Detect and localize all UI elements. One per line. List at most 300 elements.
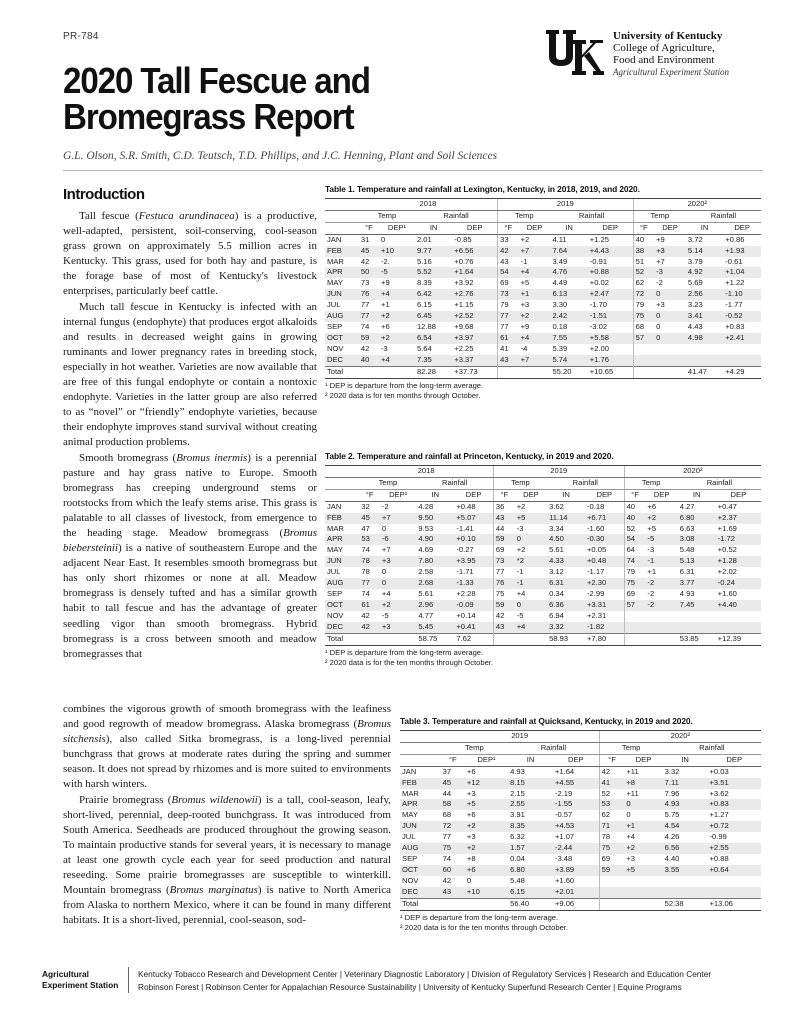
table-cell: 58.93 — [547, 633, 585, 645]
table-row — [325, 300, 761, 311]
table-cell: 5.52 — [415, 267, 452, 278]
row-label: Total — [325, 366, 359, 378]
table-cell: 4.40 — [664, 853, 680, 863]
table-cell: +3.31 — [585, 600, 624, 611]
table-cell: +2.28 — [456, 588, 476, 598]
table-cell: 58.75 — [416, 633, 454, 645]
corner-cell — [400, 742, 441, 754]
row-label: OCT — [400, 865, 441, 876]
table-cell — [359, 633, 380, 645]
table-cell: 4.54 — [663, 821, 708, 832]
corner-cell — [325, 477, 359, 489]
table-cell: 0 — [466, 875, 472, 885]
table-cell: 5.39 — [552, 343, 568, 353]
row-label: MAY — [327, 545, 343, 555]
table-cell: 6.36 — [547, 600, 585, 611]
year-header: 2020² — [624, 466, 761, 478]
table-cell: 42 — [493, 611, 514, 622]
table-cell: 59 — [599, 865, 624, 876]
table-cell: 3.32 — [664, 766, 680, 776]
table-cell: +0.10 — [454, 534, 493, 545]
temp-group-header: Temp — [633, 210, 686, 222]
table-cell: 33 — [498, 234, 519, 245]
table-cell: 59 — [359, 333, 379, 344]
table-cell — [519, 366, 551, 378]
table-cell: 7.35 — [415, 355, 452, 366]
table-cell: 4.50 — [547, 534, 585, 545]
table-cell: 3.72 — [687, 234, 703, 244]
table-cell: +0.88 — [709, 853, 729, 863]
year-header: 2018 — [359, 199, 498, 211]
table-cell: +4 — [379, 289, 415, 300]
table-cell: -5 — [379, 267, 415, 278]
table-cell: 4.93 — [663, 799, 708, 810]
table-cell: -0.99 — [709, 832, 727, 842]
unit-dep-header: DEP — [716, 489, 761, 501]
corner-cell — [325, 199, 359, 211]
table-row — [400, 865, 761, 876]
table-cell: +2 — [516, 545, 526, 555]
table-cell: +0.64 — [707, 865, 761, 876]
unit-dep-header: DEP — [519, 222, 551, 234]
table-cell: 41 — [599, 778, 624, 789]
table-cell: 68 — [633, 322, 654, 333]
table-row — [400, 778, 761, 789]
unit-in-header: IN — [663, 754, 708, 766]
table-row — [325, 501, 761, 512]
table-row — [325, 524, 761, 535]
row-label: JAN — [327, 234, 342, 244]
intro-paragraph-3: Smooth bromegrass (Bromus inermis) is a perennial pasture and hay grass native to Europe. Smooth bromegrass has creeping underground stems or rootstocks from which the leafy stems arise. This grass is palatable to all classes of livestock, from emergence to the heading stage. Meadow bromegrass (Bromus biebersteinii) is a native of southeastern Europe and the adjacent Near East. It resembles smooth bromegrass but has only short rhizomes or none at all. Meadow bromegrass is densely tufted and has a similar growth habit to tall fescue and has the advantage of greater seedling vigor than smooth bromegrass. Hybrid bromegrass is a cross between smooth and meadow bromegrasses that — [63, 451, 317, 660]
year-header: 2020² — [599, 731, 761, 743]
table-cell: 0 — [626, 810, 631, 820]
table-cell: +3 — [656, 300, 665, 310]
table-cell: 5.61 — [418, 588, 434, 598]
table-cell: 60 — [441, 865, 465, 876]
table-cell: +0.86 — [725, 234, 745, 244]
table-cell — [633, 355, 654, 366]
table-cell: +0.52 — [717, 545, 737, 555]
table-cell — [645, 611, 677, 622]
table-row — [325, 633, 761, 645]
table-cell: +6.71 — [585, 513, 624, 524]
year-header: 2019 — [441, 731, 599, 743]
table-cell: +3.37 — [452, 355, 497, 366]
table-cell: 82.28 — [415, 366, 452, 378]
table-cell: +0.88 — [588, 267, 633, 278]
table-cell: 54 — [624, 534, 645, 545]
row-label: JUN — [325, 556, 359, 567]
table-cell: 0 — [656, 321, 661, 331]
table-cell: +6.56 — [452, 246, 497, 257]
table-cell: 61 — [498, 333, 519, 344]
table-cell: +2.25 — [454, 343, 474, 353]
unit-f-header: °F — [624, 489, 645, 501]
table-cell: 0 — [381, 234, 386, 244]
row-label: MAY — [402, 810, 418, 820]
table-cell: +0.83 — [707, 799, 761, 810]
table-cell: +3 — [380, 556, 417, 567]
table-cell: -3.48 — [554, 853, 573, 863]
unit-f-header: °F — [633, 222, 654, 234]
table-cell — [599, 898, 624, 910]
table-cell: 8.15 — [508, 778, 553, 789]
table-cell: -0.18 — [587, 501, 605, 511]
table-cell: +4.55 — [553, 778, 599, 789]
table-cell: +2.52 — [452, 311, 497, 322]
row-label: DEC — [325, 622, 359, 633]
table-cell: 3.08 — [678, 534, 716, 545]
table-cell: 77 — [359, 311, 379, 322]
section-heading-introduction: Introduction — [63, 186, 145, 203]
table-cell: 74 — [361, 588, 370, 598]
table-cell: 5.48 — [510, 875, 525, 885]
row-label: MAR — [402, 788, 419, 798]
table-cell: 6.45 — [415, 311, 452, 322]
table-cell: 45 — [359, 513, 380, 524]
table-cell: 0 — [654, 333, 686, 344]
table-cell: 47 — [361, 523, 370, 533]
table-cell: -1.41 — [456, 523, 474, 533]
rainfall-group-header: Rainfall — [547, 477, 624, 489]
table-cell — [633, 366, 654, 378]
table-cell: 62 — [633, 278, 654, 289]
table-row — [325, 600, 761, 611]
table-row — [325, 311, 761, 322]
table-3-block — [400, 716, 761, 933]
table-row — [325, 611, 761, 622]
table-cell — [645, 633, 677, 645]
table-cell: 5.69 — [687, 278, 703, 288]
corner-cell — [400, 754, 441, 766]
row-label: DEC — [325, 355, 359, 366]
table-row — [325, 355, 761, 366]
table-cell: 54 — [498, 267, 519, 278]
table-cell: 40 — [633, 234, 654, 245]
table-cell: 3.62 — [549, 501, 564, 511]
table-cell: 6.80 — [678, 513, 716, 524]
table-row — [325, 234, 761, 245]
table-cell: -2 — [656, 278, 663, 288]
table-cell: +4 — [519, 267, 551, 278]
row-label: JAN — [327, 501, 342, 511]
table-cell: +1.04 — [723, 267, 761, 278]
table-cell — [686, 355, 723, 366]
table-cell: +5.58 — [588, 333, 633, 344]
table-cell: -1.10 — [723, 289, 761, 300]
table-cell: 43 — [441, 887, 465, 898]
table-cell: 56.40 — [508, 898, 553, 910]
table-cell: -0.24 — [716, 578, 761, 589]
unit-f-header: °F — [498, 222, 519, 234]
table-cell: +7 — [381, 545, 391, 555]
table-cell: -0.57 — [554, 810, 573, 820]
row-label: APR — [400, 799, 441, 810]
table-cell: 4.28 — [418, 501, 434, 511]
unit-in-header: IN — [550, 222, 587, 234]
table-cell: +4 — [379, 355, 415, 366]
table-cell: 50 — [359, 267, 379, 278]
table-cell — [654, 344, 686, 355]
unit-dep-header: DEP¹ — [379, 222, 415, 234]
row-label: JUL — [402, 832, 416, 842]
table-cell: 42 — [498, 246, 519, 257]
table-2 — [325, 465, 761, 646]
table-cell: 7.80 — [416, 556, 454, 567]
table-3-footnotes — [400, 913, 761, 933]
table-cell: 79 — [633, 300, 654, 311]
table-cell: +2.31 — [587, 610, 607, 620]
table-cell — [624, 887, 662, 898]
table-cell: 64 — [624, 545, 645, 556]
table-cell: 42 — [361, 610, 370, 620]
table-cell: +5 — [647, 523, 657, 533]
table-cell — [678, 622, 716, 633]
table-cell: 68 — [442, 810, 452, 820]
table-cell: 57 — [624, 600, 645, 611]
rainfall-group-header: Rainfall — [415, 210, 498, 222]
table-cell: +9.68 — [454, 321, 474, 331]
table-cell: +1.64 — [452, 267, 497, 278]
table-3-title: Table 3. Temperature and rainfall at Quicksand, Kentucky, in 2019 and 2020. — [400, 716, 693, 726]
table-cell — [441, 898, 465, 910]
table-cell: 3.41 — [686, 311, 723, 322]
table-cell: 3.77 — [678, 578, 716, 589]
unit-dep-header: DEP — [588, 222, 633, 234]
unit-dep-header: DEP — [624, 754, 662, 766]
table-cell: +2 — [380, 600, 417, 611]
rainfall-group-header: Rainfall — [416, 477, 493, 489]
table-cell: 0 — [381, 567, 387, 577]
rainfall-group-header: Rainfall — [686, 210, 761, 222]
table-cell: 2.96 — [416, 600, 454, 611]
title-line-2: Bromegrass Report — [63, 96, 354, 137]
table-cell: +2.55 — [707, 843, 761, 854]
table-cell: 5.75 — [664, 810, 680, 820]
table-cell: *2 — [515, 556, 547, 567]
table-cell: 2.58 — [418, 567, 434, 577]
row-label: JUL — [327, 567, 341, 577]
table-row — [400, 821, 761, 832]
table-cell: 2.56 — [686, 289, 723, 300]
rainfall-group-header: Rainfall — [508, 742, 599, 754]
table-cell: -5 — [516, 610, 524, 620]
table-cell: -3 — [654, 267, 686, 278]
footnote: ¹ DEP is departure from the long-term average. — [325, 380, 484, 390]
table-cell: 77 — [493, 567, 514, 578]
table-cell: +2.30 — [585, 578, 624, 589]
table-cell — [599, 887, 624, 898]
table-cell: +3 — [466, 788, 476, 798]
table-cell: 41.47 — [686, 366, 723, 378]
table-cell: +2.41 — [723, 333, 761, 344]
table-cell: -1.70 — [589, 300, 608, 310]
table-cell: +1 — [519, 289, 551, 300]
unit-dep-header: DEP — [553, 754, 599, 766]
row-label: AUG — [325, 578, 359, 589]
table-cell — [624, 611, 645, 622]
table-cell: 79 — [624, 567, 645, 578]
table-cell: 3.23 — [687, 300, 703, 310]
unit-dep-header: DEP — [723, 222, 761, 234]
table-cell: +3 — [654, 246, 686, 257]
table-cell: -1.82 — [585, 622, 624, 633]
table-cell: +3.97 — [452, 333, 497, 344]
table-cell: 52 — [599, 789, 624, 800]
table-cell: +1 — [381, 300, 390, 310]
table-cell: +1.64 — [554, 766, 575, 776]
table-cell — [493, 633, 514, 645]
table-cell: 4.11 — [552, 234, 567, 244]
table-cell: +8 — [624, 778, 662, 789]
table-row — [325, 344, 761, 355]
row-label: OCT — [325, 333, 359, 344]
report-title — [63, 60, 376, 137]
table-cell: 5.61 — [549, 545, 564, 555]
table-cell: 32 — [361, 501, 370, 511]
table-cell: -6 — [380, 534, 417, 545]
table-cell: +2 — [516, 501, 526, 511]
table-row — [400, 843, 761, 854]
uk-logo — [546, 30, 604, 76]
table-cell: 44 — [493, 524, 514, 535]
table-cell: -2.44 — [553, 843, 599, 854]
table-cell: +2 — [519, 311, 551, 322]
unit-dep-header: DEP — [645, 489, 677, 501]
table-cell: 31 — [360, 234, 370, 244]
table-cell — [379, 366, 415, 378]
table-1-title: Table 1. Temperature and rainfall at Lexington, Kentucky, in 2018, 2019, and 2020. — [325, 184, 640, 194]
table-cell: 72 — [441, 821, 465, 832]
table-cell: 40 — [624, 513, 645, 524]
table-cell: -1.55 — [553, 799, 599, 810]
table-cell: +2 — [624, 843, 662, 854]
corner-cell — [325, 489, 359, 501]
table-cell: 61 — [359, 600, 380, 611]
table-row — [325, 622, 761, 633]
row-label: JUN — [325, 289, 359, 300]
table-cell: +7 — [656, 256, 665, 266]
table-cell: 40 — [359, 355, 379, 366]
table-cell: 43 — [498, 257, 519, 268]
unit-dep-header: DEP — [707, 754, 761, 766]
table-cell: +2.02 — [717, 567, 737, 577]
table-cell: -3.02 — [589, 321, 608, 331]
table-cell: +0.72 — [707, 821, 761, 832]
table-cell: +3 — [466, 832, 476, 842]
table-1-block — [325, 184, 761, 401]
intro-paragraph-3-continued: combines the vigorous growth of smooth bromegrass with the leafiness and good regrowth of meadow bromegrass. Alaska bromegrass (Bromus sitchensis), also called Sitka bromegrass, is a long-lived perennial bunchgrass that grows at moderate rates during the spring and summer season. It does not spread by rhizomes and is more suited to environments with harsh winters. — [63, 703, 391, 791]
table-cell: 0.34 — [549, 588, 564, 598]
table-cell: +0.05 — [587, 545, 607, 555]
rainfall-group-header: Rainfall — [550, 210, 633, 222]
table-cell: +2.00 — [589, 343, 609, 353]
table-cell: 7.64 — [550, 246, 587, 257]
corner-cell — [400, 731, 441, 743]
table-cell: -0.30 — [585, 534, 624, 545]
table-cell: +4 — [515, 622, 547, 633]
row-label: JAN — [402, 766, 417, 776]
table-cell: -5 — [381, 610, 389, 620]
unit-in-header: IN — [678, 489, 716, 501]
table-cell: +8 — [466, 853, 476, 863]
footer-units-line-2: Robinson Forest | Robinson Center for Appalachian Resource Sustainability | University of Kentucky Superfund Research Center | Equine Programs — [138, 982, 682, 992]
table-cell: 6.15 — [508, 887, 553, 898]
table-cell: -3 — [647, 545, 655, 555]
table-cell: 75 — [624, 578, 645, 589]
authors: G.L. Olson, S.R. Smith, C.D. Teutsch, T.D. Phillips, and J.C. Henning, Plant and Soil Sciences — [63, 150, 498, 162]
table-cell: -2 — [381, 501, 389, 511]
row-label: JUL — [327, 300, 341, 310]
unit-dep-header: DEP¹ — [465, 754, 508, 766]
table-cell: 77 — [498, 322, 519, 333]
table-cell: 2.42 — [550, 311, 587, 322]
table-cell: 45 — [359, 246, 379, 257]
unit-dep-header: DEP¹ — [380, 489, 417, 501]
table-cell: -1.77 — [725, 300, 743, 310]
table-cell: -0.85 — [454, 234, 472, 244]
table-cell: 0 — [515, 600, 547, 611]
table-cell: 55.20 — [550, 366, 587, 378]
table-cell: 53 — [599, 799, 624, 810]
unit-f-header: °F — [359, 222, 379, 234]
table-cell: +0.47 — [717, 501, 737, 511]
table-cell: +2 — [465, 821, 508, 832]
table-2-block — [325, 451, 761, 668]
unit-dep-header: DEP — [452, 222, 497, 234]
table-row — [400, 810, 761, 821]
table-row — [325, 567, 761, 578]
row-label: DEC — [400, 887, 441, 898]
table-cell: 7.96 — [664, 788, 680, 798]
table-cell: 4.93 — [679, 588, 695, 598]
intro-paragraph-2: Much tall fescue in Kentucky is infected with an internal fungus (endophyte) that produces ergot alkaloids and results in decreased weight gains in growing ruminants and lower pregnancy rates in breeding stock, especially in hot weather. Varieties are now available that are free of this fungal endophyte or contain a nontoxic endophyte. Varieties in the latter group are also referred to as “novel” or “friendly” endophyte varieties, because their endophyte improves stand survival without creating animal production problems. — [63, 300, 317, 449]
corner-cell — [325, 210, 359, 222]
table-cell — [624, 633, 645, 645]
table-cell: +6 — [466, 766, 476, 776]
table-cell: -1.33 — [454, 578, 493, 589]
table-cell: +7 — [519, 246, 551, 257]
row-label: Total — [325, 633, 359, 645]
footer-units-line-1: Kentucky Tobacco Research and Development Center | Veterinary Diagnostic Laboratory | Division of Regulatory Services | Research and Education Center — [138, 969, 712, 979]
table-cell: +5 — [624, 865, 662, 876]
corner-cell — [325, 222, 359, 234]
footnote: ² 2020 data is for the ten months through October. — [400, 922, 569, 932]
table-cell: -1 — [516, 567, 524, 577]
table-cell: 8.35 — [508, 821, 553, 832]
table-1-footnotes — [325, 381, 761, 401]
unit-f-header: °F — [493, 489, 514, 501]
table-cell — [645, 622, 677, 633]
table-cell — [678, 611, 716, 622]
table-3 — [400, 730, 761, 911]
table-cell: 3.30 — [552, 300, 568, 310]
table-cell — [465, 898, 508, 910]
table-cell: +2.76 — [452, 289, 497, 300]
temp-group-header: Temp — [498, 210, 551, 222]
table-cell: +4 — [626, 832, 636, 842]
table-cell: 69 — [599, 854, 624, 865]
table-cell: +1 — [624, 821, 662, 832]
table-cell: 71 — [599, 821, 624, 832]
table-cell: -2 — [645, 600, 677, 611]
table-cell: +1.76 — [588, 355, 633, 366]
table-cell: +2.01 — [553, 887, 599, 898]
table-cell: 9.77 — [415, 246, 452, 257]
table-cell: 0 — [515, 534, 547, 545]
table-cell: 59 — [493, 534, 514, 545]
row-label: JUN — [400, 821, 441, 832]
